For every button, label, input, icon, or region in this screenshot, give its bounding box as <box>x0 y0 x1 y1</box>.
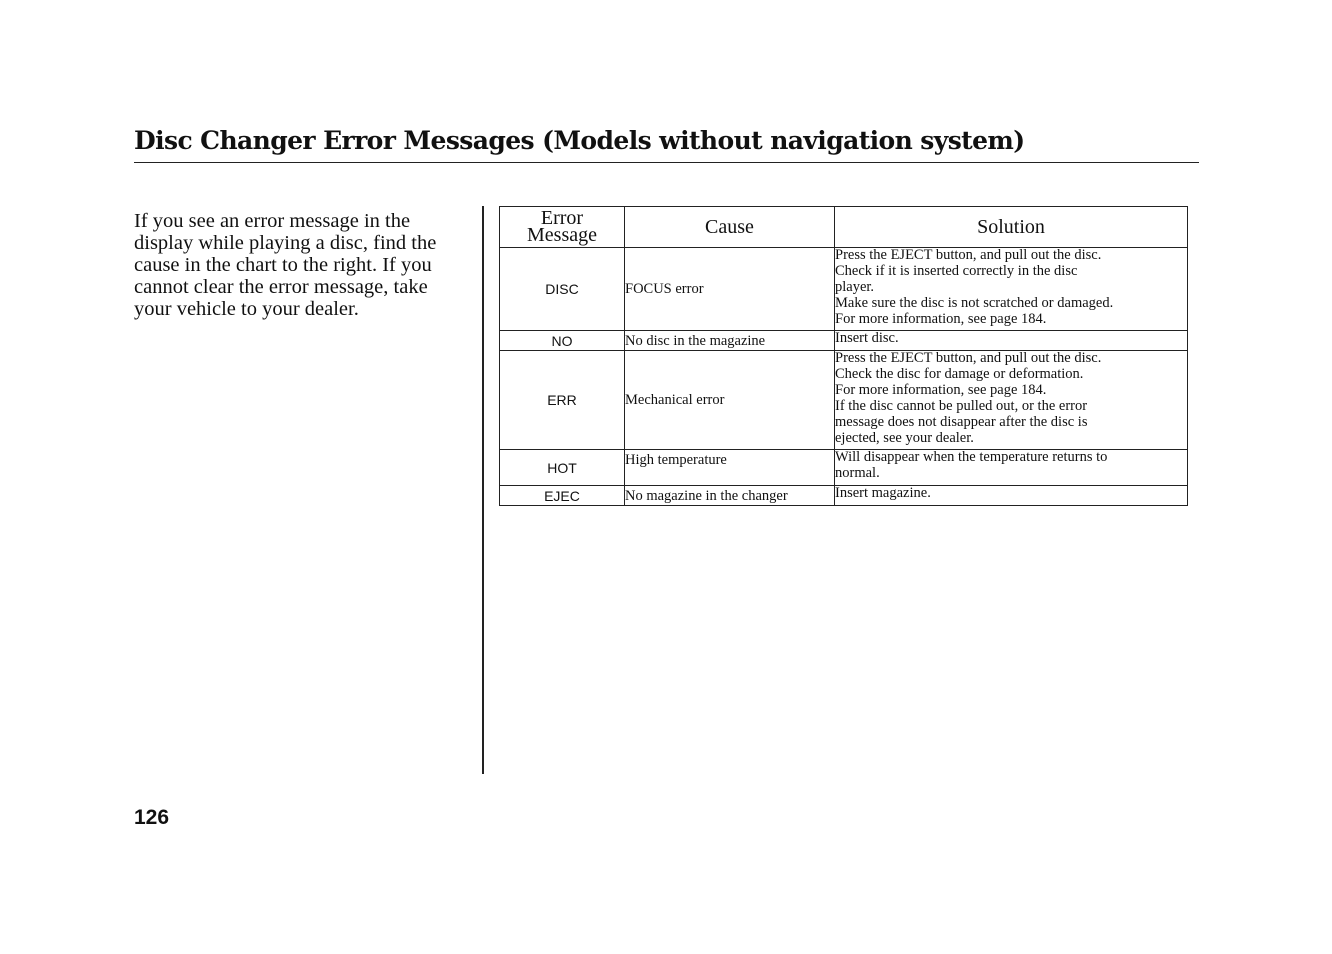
error-cause: High temperature <box>625 450 835 486</box>
header-error-line1: Error <box>540 207 584 229</box>
error-solution <box>835 351 1188 450</box>
header-error-line2: Message <box>527 224 597 246</box>
solution-line: ejected, see your dealer. <box>835 429 974 446</box>
error-code: HOT <box>500 450 625 486</box>
solution-line: Press the EJECT button, and pull out the disc. <box>835 350 1102 366</box>
table-row <box>500 486 1188 506</box>
error-cause: FOCUS error <box>625 248 835 331</box>
error-code: DISC <box>500 248 625 331</box>
error-cause: Mechanical error <box>625 351 835 450</box>
error-message-table <box>499 206 1188 506</box>
solution-line: If the disc cannot be pulled out, or the error <box>835 397 1088 414</box>
table-row <box>500 331 1188 351</box>
solution-line: Will disappear when the temperature returns to <box>835 449 1108 465</box>
solution-line: normal. <box>835 464 880 481</box>
solution-line: For more information, see page 184. <box>835 381 1047 398</box>
error-solution <box>835 450 1188 486</box>
error-solution <box>835 331 1188 351</box>
column-divider <box>482 206 484 774</box>
solution-line: Press the EJECT button, and pull out the disc. <box>835 247 1102 263</box>
solution-line: Insert disc. <box>835 330 899 346</box>
intro-line: If you see an error message in the <box>134 210 411 232</box>
intro-line: your vehicle to your dealer. <box>134 298 359 320</box>
solution-line: message does not disappear after the disc is <box>835 413 1088 430</box>
solution-line: Make sure the disc is not scratched or damaged. <box>835 294 1114 311</box>
error-code: NO <box>500 331 625 351</box>
solution-line: For more information, see page 184. <box>835 310 1047 327</box>
header-cause: Cause <box>625 207 835 248</box>
title-divider <box>134 162 1199 163</box>
table-row <box>500 450 1188 486</box>
intro-line: cannot clear the error message, take <box>134 276 428 298</box>
table-row <box>500 351 1188 450</box>
solution-line: Check the disc for damage or deformation. <box>835 365 1084 382</box>
error-code: EJEC <box>500 486 625 506</box>
solution-line: Insert magazine. <box>835 485 931 501</box>
page-title: Disc Changer Error Messages (Models without navigation system) <box>134 126 1025 155</box>
error-cause: No disc in the magazine <box>625 331 835 351</box>
error-cause: No magazine in the changer <box>625 486 835 506</box>
header-error-message <box>500 207 625 248</box>
solution-line: Check if it is inserted correctly in the disc <box>835 262 1078 279</box>
error-code: ERR <box>500 351 625 450</box>
header-solution: Solution <box>835 207 1188 248</box>
intro-paragraph <box>134 210 464 320</box>
intro-line: cause in the chart to the right. If you <box>134 254 432 276</box>
table-row <box>500 248 1188 331</box>
solution-line: player. <box>835 278 875 295</box>
page-number: 126 <box>134 806 170 829</box>
error-solution <box>835 486 1188 506</box>
table-header-row <box>500 207 1188 248</box>
error-solution <box>835 248 1188 331</box>
intro-line: display while playing a disc, find the <box>134 232 437 254</box>
